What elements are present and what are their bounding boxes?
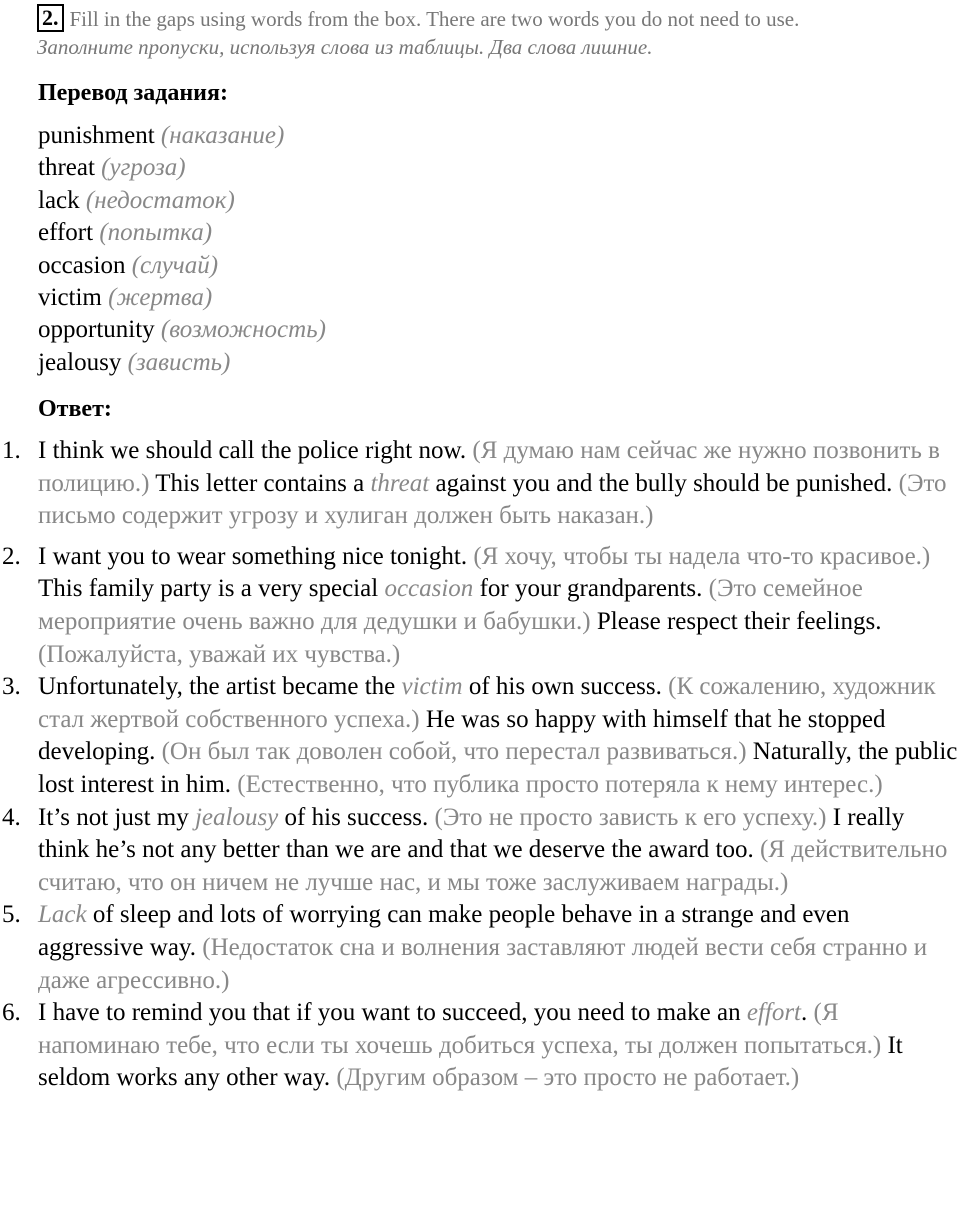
vocab-word: jealousy — [38, 348, 122, 376]
answer-item — [0, 435, 960, 533]
answer-keyword: victim — [401, 673, 463, 701]
task-header — [37, 4, 952, 60]
answer-translation-ru: (Естественно, что публика просто потеряла к нему интерес.) — [231, 770, 883, 798]
answer-text-en: I really think he’s not any better than we are and that we deserve the award too. — [38, 803, 905, 864]
vocab-item — [38, 152, 326, 184]
answer-text-en: I think we should call the police right now. — [38, 437, 467, 464]
answer-number: 4. — [2, 803, 21, 831]
vocab-item — [38, 314, 326, 346]
vocab-gloss: (угроза) — [101, 154, 186, 182]
task-instruction-ru: Заполните пропуски, используя слова из таблицы. Два слова лишние. — [37, 35, 653, 59]
answer-text-en: Please respect their feelings. — [590, 607, 882, 635]
vocab-gloss: (зависть) — [127, 348, 231, 376]
vocab-gloss: (возможность) — [160, 316, 326, 344]
vocab-item — [38, 347, 326, 379]
answer-keyword: jealousy — [194, 803, 279, 831]
answer-translation-ru: (Я напоминаю тебе, что если ты хочешь добиться успеха, ты должен попытаться.) — [38, 999, 882, 1059]
answer-item — [0, 541, 960, 671]
vocab-word: threat — [38, 154, 95, 182]
answer-text-en: He was so happy with himself that he stopped developing. — [38, 705, 886, 766]
vocab-word: occasion — [38, 251, 126, 279]
vocab-gloss: (случай) — [131, 251, 219, 279]
answer-text-en: It seldom works any other way. — [38, 1031, 903, 1092]
vocab-gloss: (наказание) — [160, 122, 285, 149]
answer-text-en: of sleep and lots of worrying can make people behave in a strange and even aggressive way. — [38, 901, 850, 961]
answer-item — [0, 997, 960, 1095]
answer-heading: Ответ: — [38, 396, 112, 422]
vocabulary-list — [38, 120, 326, 379]
answer-keyword: threat — [370, 469, 430, 497]
answer-translation-ru: (К сожалению, художник стал жертвой собственного успеха.) — [38, 673, 936, 733]
vocab-item — [38, 250, 326, 282]
answer-number: 3. — [2, 673, 21, 701]
vocab-word: lack — [38, 186, 80, 214]
answer-translation-ru: (Недостаток сна и волнения заставляют людей вести себя странно и даже агрессивно.) — [38, 933, 928, 994]
answer-text-en: It’s not just my — [38, 803, 195, 831]
answer-text-en: This letter contains a — [149, 469, 371, 497]
vocab-word: opportunity — [38, 316, 155, 344]
answer-translation-ru: (Я хочу, чтобы ты надела что-то красивое.) — [467, 542, 931, 570]
answer-keyword: Lack — [38, 901, 87, 929]
vocab-gloss: (попытка) — [99, 219, 213, 247]
answer-list — [0, 435, 960, 1095]
answer-keyword: effort — [746, 999, 801, 1027]
answer-text-en: for your grandparents. — [473, 575, 703, 603]
task-instruction-line — [37, 4, 952, 34]
task-number-badge: 2. — [37, 4, 64, 32]
answer-text-en: of his success. — [278, 803, 429, 831]
translation-heading: Перевод задания: — [38, 80, 228, 106]
vocab-gloss: (жертва) — [108, 284, 213, 312]
answer-number: 2. — [2, 542, 21, 570]
vocab-gloss: (недостаток) — [85, 186, 235, 214]
vocab-word: victim — [38, 284, 102, 312]
answer-text-en: Naturally, the public lost interest in him. — [38, 738, 958, 798]
answer-text-en: Unfortunately, the artist became the — [38, 673, 402, 701]
answer-text-en: of his own success. — [462, 673, 662, 701]
answer-translation-ru: (Он был так доволен собой, что перестал развиваться.) — [155, 738, 747, 766]
answer-translation-ru: (Я думаю нам сейчас же нужно позвонить в полицию.) — [38, 437, 940, 497]
answer-translation-ru: (Это не просто зависть к его успеху.) — [428, 803, 827, 831]
answer-translation-ru: (Пожалуйста, уважай их чувства.) — [38, 640, 401, 668]
answer-text-en: . — [801, 999, 808, 1027]
answer-item — [0, 671, 960, 801]
vocab-item — [38, 185, 326, 217]
answer-text-en: I have to remind you that if you want to succeed, you need to make an — [38, 999, 747, 1027]
answer-text-en: I want you to wear something nice tonight. — [38, 542, 468, 570]
task-instruction-en: Fill in the gaps using words from the box. There are two words you do not need to use. — [69, 7, 800, 31]
answer-translation-ru: (Я действительно считаю, что он ничем не лучше нас, и мы тоже заслуживаем награды.) — [38, 836, 948, 896]
answer-number: 1. — [2, 437, 21, 464]
answer-number: 6. — [2, 999, 21, 1027]
vocab-item — [38, 217, 326, 249]
answer-translation-ru: (Это письмо содержит угрозу и хулиган должен быть наказан.) — [38, 469, 947, 530]
answer-text-en: against you and the bully should be punished. — [429, 469, 893, 497]
vocab-item — [38, 282, 326, 314]
answer-item — [0, 802, 960, 900]
vocab-item — [38, 120, 326, 152]
answer-keyword: occasion — [384, 575, 474, 603]
answer-item — [0, 899, 960, 997]
vocab-word: punishment — [38, 122, 155, 149]
answer-translation-ru: (Это семейное мероприятие очень важно для дедушки и бабушки.) — [38, 575, 863, 635]
vocab-word: effort — [38, 219, 94, 247]
answer-text-en: This family party is a very special — [38, 575, 385, 603]
answer-number: 5. — [2, 901, 21, 929]
answer-translation-ru: (Другим образом – это просто не работает.) — [330, 1064, 800, 1092]
